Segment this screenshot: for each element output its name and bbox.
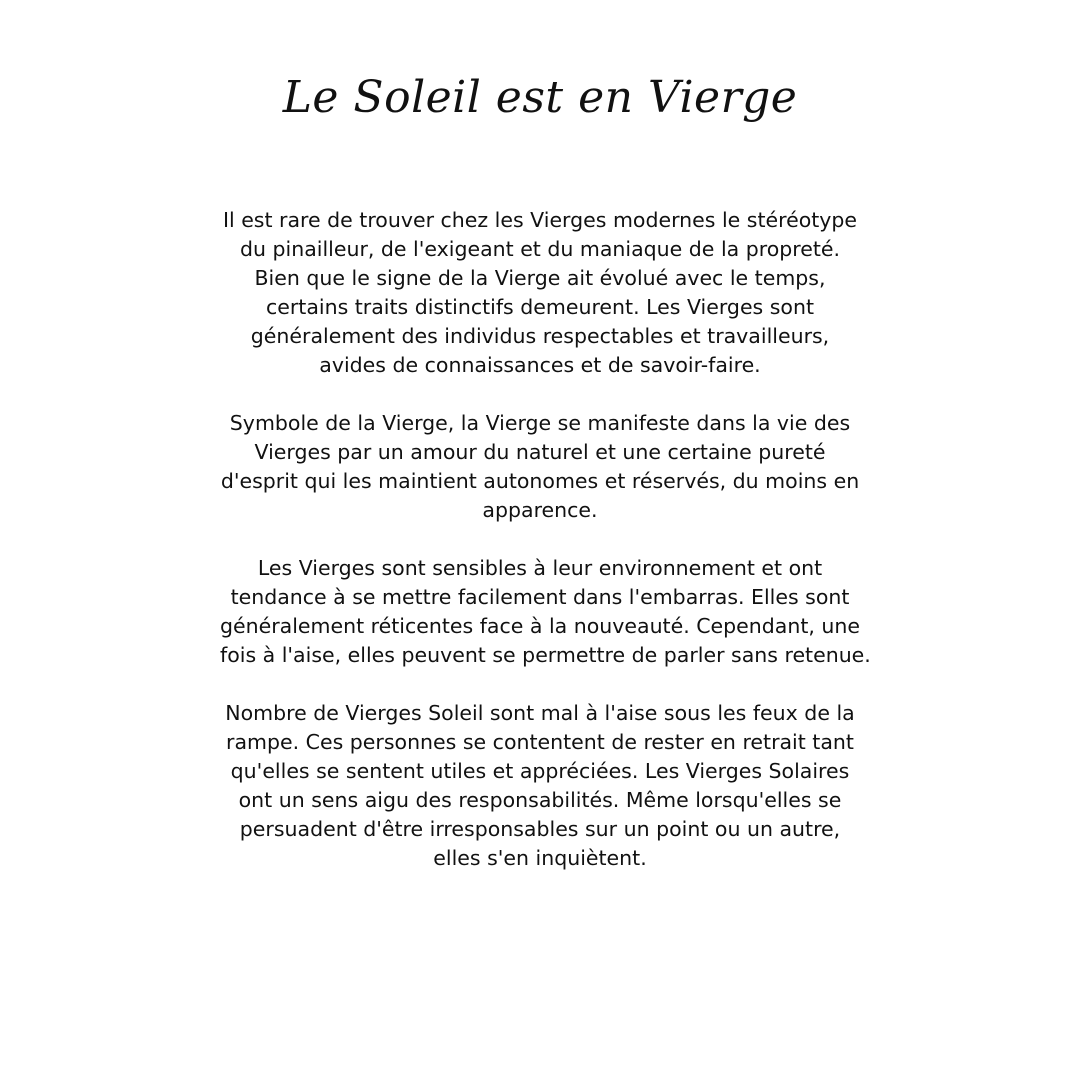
text-line: tendance à se mettre facilement dans l'embarras. Elles sont — [230, 585, 850, 609]
paragraph — [220, 699, 860, 873]
text-line: Bien que le signe de la Vierge ait évolué avec le temps, — [254, 266, 826, 290]
text-line: persuadent d'être irresponsables sur un point ou un autre, — [239, 817, 841, 841]
paragraph — [220, 409, 860, 525]
text-line: du pinailleur, de l'exigeant et du maniaque de la propreté. — [239, 237, 841, 261]
text-line: Nombre de Vierges Soleil sont mal à l'aise sous les feux de la — [225, 701, 855, 725]
text-line: Vierges par un amour du naturel et une certaine pureté — [254, 440, 826, 464]
text-line: elles s'en inquiètent. — [433, 846, 647, 870]
text-line: Il est rare de trouver chez les Vierges modernes le stéréotype — [222, 208, 858, 232]
text-line: qu'elles se sentent utiles et appréciées. Les Vierges Solaires — [230, 759, 850, 783]
text-line: Les Vierges sont sensibles à leur environnement et ont — [257, 556, 823, 580]
text-line: généralement des individus respectables et travailleurs, — [250, 324, 830, 348]
text-line: Symbole de la Vierge, la Vierge se manifeste dans la vie des — [229, 411, 851, 435]
paragraph — [220, 554, 871, 670]
text-line: avides de connaissances et de savoir-faire. — [319, 353, 761, 377]
text-line: fois à l'aise, elles peuvent se permettre de parler sans retenue. — [220, 643, 871, 667]
text-body — [220, 206, 871, 902]
text-line: certains traits distinctifs demeurent. Les Vierges sont — [265, 295, 815, 319]
text-line: rampe. Ces personnes se contentent de rester en retrait tant — [226, 730, 854, 754]
text-line: généralement réticentes face à la nouveauté. Cependant, une — [220, 614, 861, 638]
page-title: Le Soleil est en Vierge — [282, 72, 798, 123]
text-line: d'esprit qui les maintient autonomes et réservés, du moins en — [220, 469, 860, 493]
paragraph — [220, 206, 860, 380]
text-line: ont un sens aigu des responsabilités. Même lorsqu'elles se — [238, 788, 842, 812]
text-line: apparence. — [482, 498, 598, 522]
